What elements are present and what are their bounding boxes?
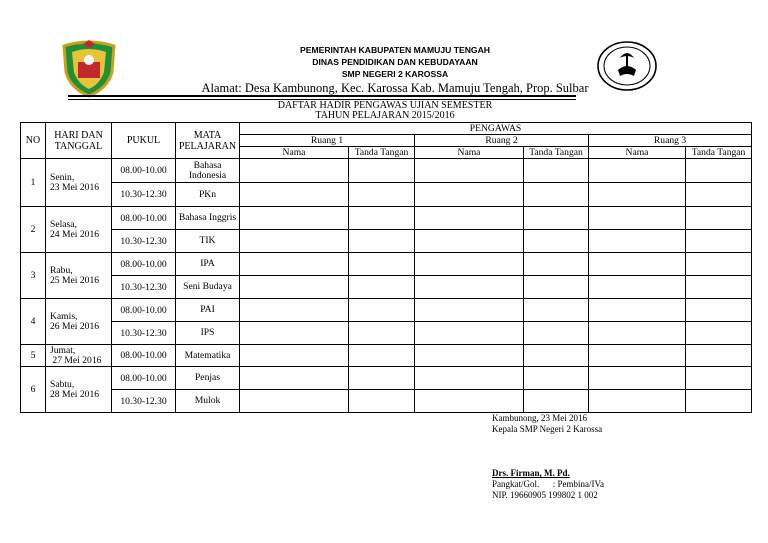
row-time: 10.30-12.30	[112, 276, 176, 299]
cell-signature[interactable]	[524, 183, 589, 207]
row-time: 08.00-10.00	[112, 159, 176, 183]
document-title-line1: DAFTAR HADIR PENGAWAS UJIAN SEMESTER	[277, 100, 493, 111]
row-subject: Bahasa Indonesia	[176, 159, 240, 183]
cell-name[interactable]	[415, 276, 524, 299]
cell-name[interactable]	[589, 322, 686, 345]
cell-name[interactable]	[589, 345, 686, 367]
row-subject: Mulok	[176, 390, 240, 413]
row-subject: Matematika	[176, 345, 240, 367]
cell-signature[interactable]	[686, 207, 752, 230]
header-subject: MATA PELAJARAN	[176, 123, 240, 159]
cell-name[interactable]	[415, 299, 524, 322]
cell-name[interactable]	[415, 159, 524, 183]
cell-name[interactable]	[589, 159, 686, 183]
cell-name[interactable]	[415, 253, 524, 276]
cell-signature[interactable]	[686, 159, 752, 183]
row-subject: IPA	[176, 253, 240, 276]
cell-signature[interactable]	[686, 367, 752, 390]
letterhead-divider-thick	[68, 95, 576, 97]
table-row	[21, 183, 752, 207]
row-day-date: Jumat, 27 Mei 2016	[46, 345, 112, 367]
cell-name[interactable]	[589, 390, 686, 413]
row-subject: IPS	[176, 322, 240, 345]
cell-signature[interactable]	[524, 390, 589, 413]
table-row	[21, 299, 752, 322]
letterhead	[150, 44, 640, 96]
cell-signature[interactable]	[349, 276, 415, 299]
cell-name[interactable]	[240, 207, 349, 230]
cell-signature[interactable]	[349, 159, 415, 183]
row-subject: Bahasa Inggris	[176, 207, 240, 230]
cell-name[interactable]	[415, 345, 524, 367]
cell-name[interactable]	[240, 183, 349, 207]
cell-name[interactable]	[240, 299, 349, 322]
cell-signature[interactable]	[524, 276, 589, 299]
row-subject: PAI	[176, 299, 240, 322]
table-row	[21, 207, 752, 230]
cell-signature[interactable]	[349, 253, 415, 276]
cell-name[interactable]	[240, 230, 349, 253]
cell-signature[interactable]	[524, 159, 589, 183]
row-no: 2	[21, 207, 46, 253]
signature-name: Drs. Firman, M. Pd.	[492, 468, 570, 478]
row-no: 5	[21, 345, 46, 367]
cell-signature[interactable]	[349, 299, 415, 322]
row-subject: TIK	[176, 230, 240, 253]
table-row	[21, 345, 752, 367]
cell-name[interactable]	[589, 230, 686, 253]
row-no: 4	[21, 299, 46, 345]
row-time: 10.30-12.30	[112, 230, 176, 253]
cell-name[interactable]	[415, 322, 524, 345]
row-subject: PKn	[176, 183, 240, 207]
row-no: 1	[21, 159, 46, 207]
table-row	[21, 367, 752, 390]
signature-block	[492, 413, 604, 501]
row-time: 08.00-10.00	[112, 299, 176, 322]
letterhead-address: Alamat: Desa Kambunong, Kec. Karossa Kab. Mamuju Tengah, Prop. Sulbar	[201, 81, 589, 95]
cell-signature[interactable]	[349, 345, 415, 367]
row-day-date: Senin, 23 Mei 2016	[46, 159, 112, 207]
cell-name[interactable]	[240, 253, 349, 276]
header-room-2: Ruang 2	[415, 135, 589, 147]
cell-signature[interactable]	[686, 345, 752, 367]
cell-signature[interactable]	[524, 230, 589, 253]
row-time: 10.30-12.30	[112, 183, 176, 207]
attendance-table	[20, 122, 752, 413]
cell-signature[interactable]	[686, 322, 752, 345]
cell-signature[interactable]	[686, 276, 752, 299]
row-subject: Seni Budaya	[176, 276, 240, 299]
regency-logo	[60, 38, 118, 98]
cell-signature[interactable]	[349, 183, 415, 207]
cell-name[interactable]	[415, 390, 524, 413]
cell-signature[interactable]	[349, 207, 415, 230]
row-subject: Penjas	[176, 367, 240, 390]
cell-name[interactable]	[240, 345, 349, 367]
cell-name[interactable]	[415, 230, 524, 253]
cell-name[interactable]	[240, 367, 349, 390]
header-day-date: HARI DAN TANGGAL	[46, 123, 112, 159]
header-room-3: Ruang 3	[589, 135, 752, 147]
cell-name[interactable]	[240, 276, 349, 299]
table-row	[21, 230, 752, 253]
cell-name[interactable]	[415, 207, 524, 230]
cell-name[interactable]	[589, 299, 686, 322]
table-row	[21, 253, 752, 276]
cell-signature[interactable]	[686, 390, 752, 413]
row-time: 08.00-10.00	[112, 367, 176, 390]
cell-name[interactable]	[589, 276, 686, 299]
cell-signature[interactable]	[349, 230, 415, 253]
cell-name[interactable]	[415, 183, 524, 207]
header-signature: Tanda Tangan	[349, 147, 415, 159]
cell-name[interactable]	[589, 367, 686, 390]
letterhead-department: DINAS PENDIDIKAN DAN KEBUDAYAAN	[312, 57, 478, 67]
cell-signature[interactable]	[349, 390, 415, 413]
cell-signature[interactable]	[524, 322, 589, 345]
cell-signature[interactable]	[349, 367, 415, 390]
header-supervisor: PENGAWAS	[240, 123, 752, 135]
table-row	[21, 390, 752, 413]
cell-signature[interactable]	[686, 299, 752, 322]
cell-name[interactable]	[240, 322, 349, 345]
row-day-date: Sabtu, 28 Mei 2016	[46, 367, 112, 413]
document-title-line2: TAHUN PELAJARAN 2015/2016	[315, 110, 455, 121]
row-day-date: Rabu, 25 Mei 2016	[46, 253, 112, 299]
cell-signature[interactable]	[524, 345, 589, 367]
table-row	[21, 159, 752, 183]
header-signature: Tanda Tangan	[524, 147, 589, 159]
cell-name[interactable]	[589, 183, 686, 207]
header-signature: Tanda Tangan	[686, 147, 752, 159]
header-time: PUKUL	[112, 123, 176, 159]
cell-name[interactable]	[240, 390, 349, 413]
row-day-date: Selasa, 24 Mei 2016	[46, 207, 112, 253]
row-time: 10.30-12.30	[112, 322, 176, 345]
header-name: Nama	[589, 147, 686, 159]
row-time: 10.30-12.30	[112, 390, 176, 413]
cell-name[interactable]	[589, 253, 686, 276]
row-day-date: Kamis, 26 Mei 2016	[46, 299, 112, 345]
cell-signature[interactable]	[349, 322, 415, 345]
table-row	[21, 322, 752, 345]
cell-signature[interactable]	[524, 253, 589, 276]
signature-position: Kepala SMP Negeri 2 Karossa	[492, 424, 603, 434]
header-no: NO	[21, 123, 46, 159]
cell-signature[interactable]	[524, 299, 589, 322]
row-time: 08.00-10.00	[112, 207, 176, 230]
cell-signature[interactable]	[686, 230, 752, 253]
signature-place-date: Kambunong, 23 Mei 2016	[492, 413, 587, 423]
cell-name[interactable]	[240, 159, 349, 183]
document-title	[200, 101, 570, 121]
row-time: 08.00-10.00	[112, 253, 176, 276]
header-room-1: Ruang 1	[240, 135, 415, 147]
cell-signature[interactable]	[686, 253, 752, 276]
signature-nip: NIP. 19660905 199802 1 002	[492, 490, 598, 500]
signature-rank: Pangkat/Gol. : Pembina/IVa	[492, 479, 604, 489]
letterhead-government: PEMERINTAH KABUPATEN MAMUJU TENGAH	[299, 45, 490, 55]
cell-signature[interactable]	[524, 367, 589, 390]
cell-signature[interactable]	[686, 183, 752, 207]
row-time: 08.00-10.00	[112, 345, 176, 367]
row-no: 3	[21, 253, 46, 299]
cell-name[interactable]	[415, 367, 524, 390]
cell-name[interactable]	[589, 207, 686, 230]
header-name: Nama	[240, 147, 349, 159]
table-row	[21, 276, 752, 299]
cell-signature[interactable]	[524, 207, 589, 230]
letterhead-school: SMP NEGERI 2 KAROSSA	[341, 69, 449, 79]
row-no: 6	[21, 367, 46, 413]
header-name: Nama	[415, 147, 524, 159]
